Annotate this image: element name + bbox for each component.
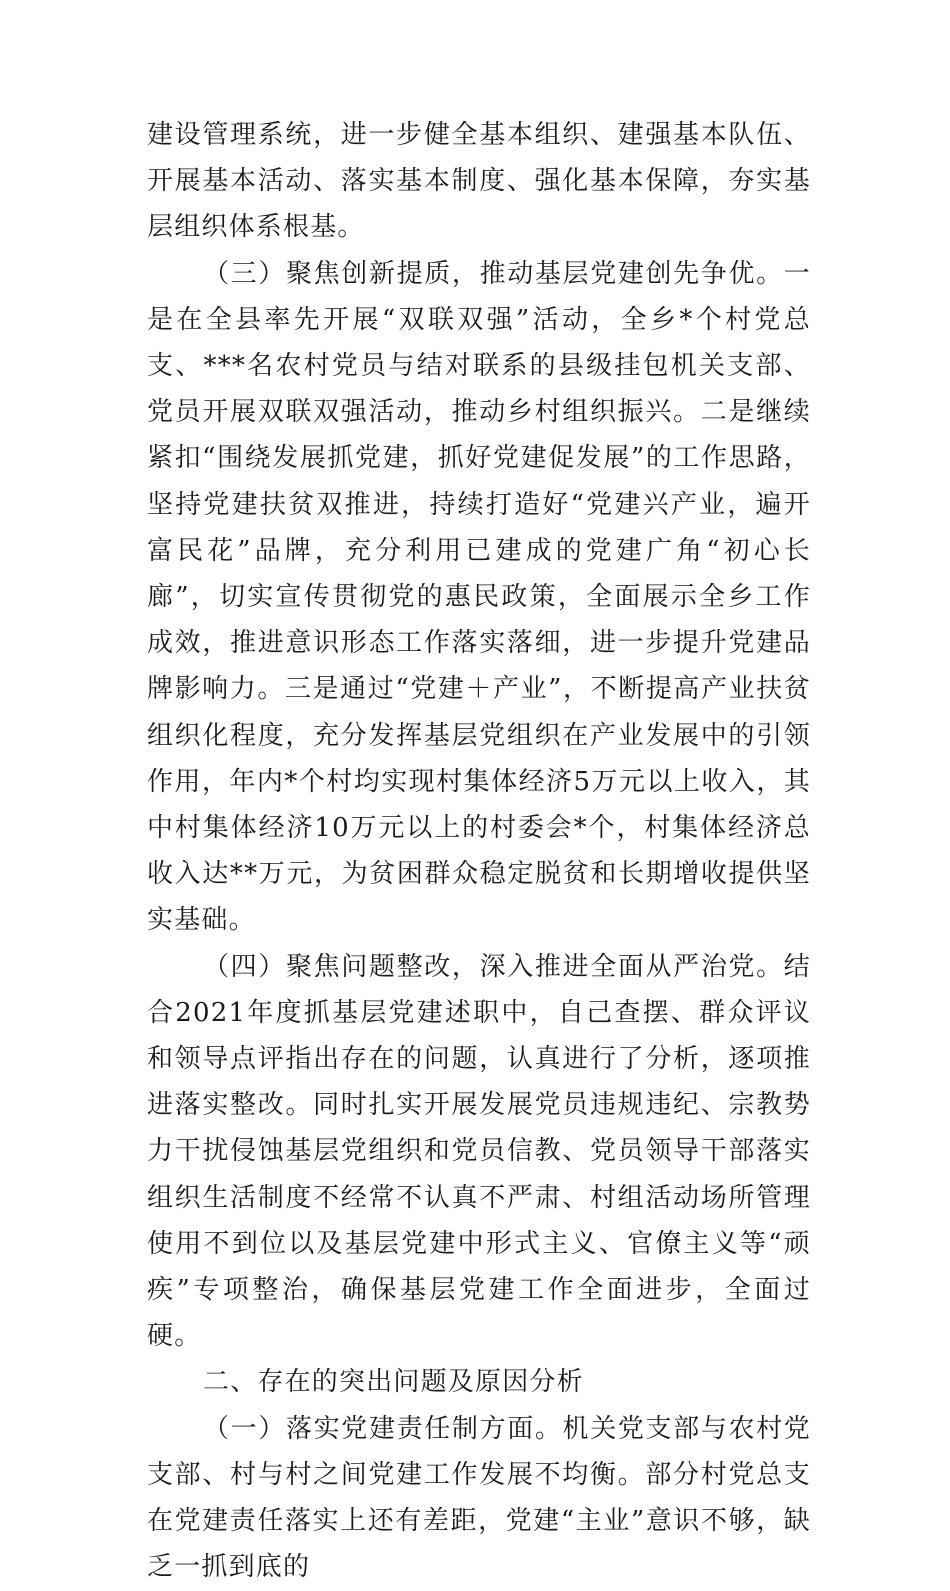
paragraph-section-four: （四）聚焦问题整改，深入推进全面从严治党。结合2021年度抓基层党建述职中，自己查摆、群众评议和领导点评指出存在的问题，认真进行了分析，逐项推进落实整改。同时扎实开展发展党员违规违纪、宗教势力干扰侵蚀基层党组织和党员信教、党员领导干部落实组织生活制度不经常不认真不严肃、村组活动场所管理使用不到位以及基层党建中形式主义、官僚主义等“顽疾”专项整治，确保基层党建工作全面进步，全面过硬。: [147, 951, 811, 1352]
paragraph-continuation: 建设管理系统，进一步健全基本组织、建强基本队伍、开展基本活动、落实基本制度、强化基本保障，夯实基层组织体系根基。: [147, 120, 811, 243]
section-heading-problems: 二、存在的突出问题及原因分析: [203, 1367, 584, 1398]
paragraph-problem-one: （一）落实党建责任制方面。机关党支部与农村党支部、村与村之间党建工作发展不均衡。部分村党总支在党建责任落实上还有差距，党建“主业”意识不够，缺乏一抓到底的: [147, 1413, 811, 1583]
document-body: [147, 112, 811, 1591]
paragraph-section-three: （三）聚焦创新提质，推动基层党建创先争优。一是在全县率先开展“双联双强”活动，全乡*个村党总支、***名农村党员与结对联系的县级挂包机关支部、党员开展双联双强活动，推动乡村组织振兴。二是继续紧扣“围绕发展抓党建，抓好党建促发展”的工作思路，坚持党建扶贫双推进，持续打造好“党建兴产业，遍开富民花”品牌，充分利用已建成的党建广角“初心长廊”，切实宣传贯彻党的惠民政策，全面展示全乡工作成效，推进意识形态工作落实落细，进一步提升党建品牌影响力。三是通过“党建＋产业”，不断提高产业扶贫组织化程度，充分发挥基层党组织在产业发展中的引领作用，年内*个村均实现村集体经济5万元以上收入，其中村集体经济10万元以上的村委会*个，村集体经济总收入达**万元，为贫困群众稳定脱贫和长期增收提供坚实基础。: [147, 258, 811, 936]
